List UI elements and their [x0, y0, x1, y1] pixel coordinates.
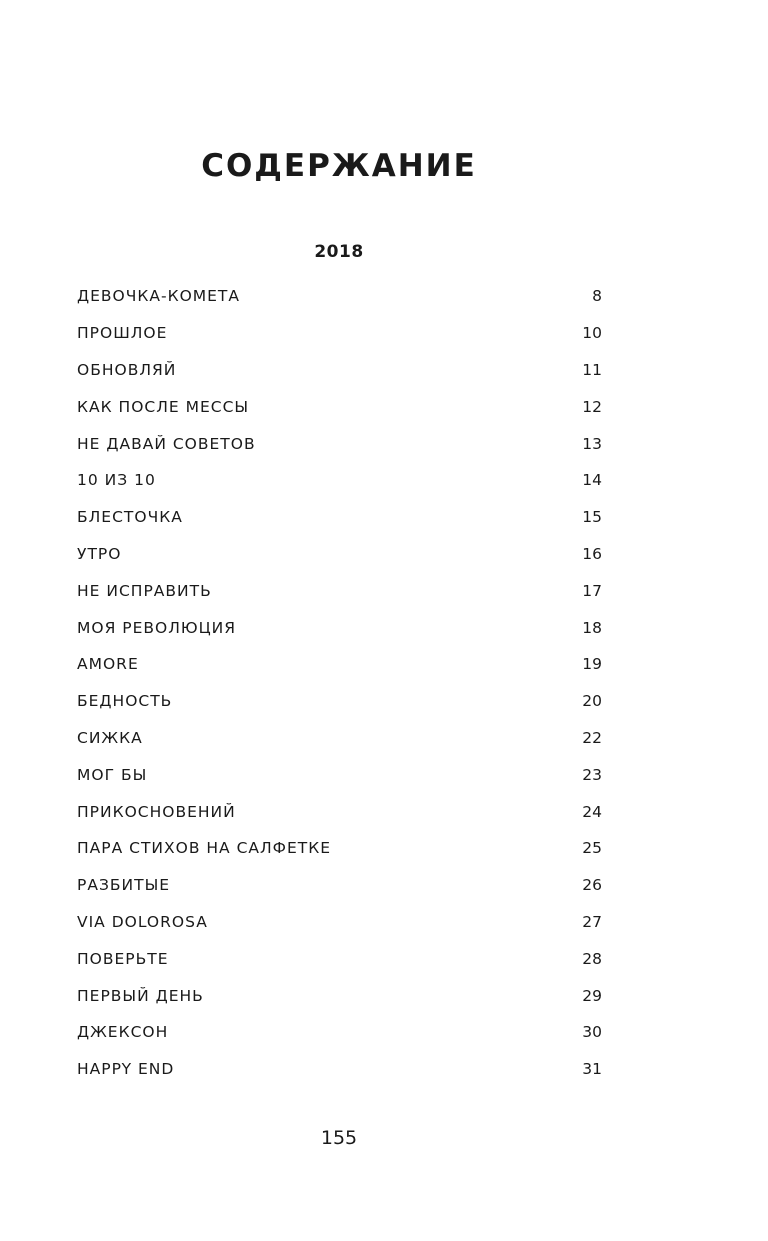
toc-entry[interactable]: [77, 388, 602, 425]
toc-entry[interactable]: [77, 756, 602, 793]
toc-entry-page: 22: [582, 728, 602, 747]
toc-entry-page: 11: [582, 360, 602, 379]
toc-entry-title: НЕ ДАВАЙ СОВЕТОВ: [77, 434, 256, 453]
toc-entry[interactable]: [77, 720, 602, 757]
toc-entry[interactable]: [77, 572, 602, 609]
toc-entry-page: 24: [582, 802, 602, 821]
toc-entry[interactable]: [77, 315, 602, 352]
toc-entry[interactable]: [77, 462, 602, 499]
toc-entry[interactable]: [77, 499, 602, 536]
toc-entry-title: ПАРА СТИХОВ НА САЛФЕТКЕ: [77, 839, 332, 858]
toc-entry[interactable]: [77, 278, 602, 315]
toc-entry-page: 27: [582, 912, 602, 931]
toc-entry-title: AMORE: [77, 655, 139, 674]
toc-entry[interactable]: [77, 904, 602, 941]
toc-entry-title: УТРО: [77, 544, 122, 563]
toc-entry[interactable]: [77, 867, 602, 904]
toc-entry-title: ПРИКОСНОВЕНИЙ: [77, 802, 236, 821]
toc-entry[interactable]: [77, 609, 602, 646]
toc-entry-page: 18: [582, 618, 602, 637]
toc-entry[interactable]: [77, 830, 602, 867]
toc-entry-page: 26: [582, 876, 602, 895]
toc-entry-page: 8: [592, 287, 602, 306]
toc-entry-title: РАЗБИТЫЕ: [77, 876, 171, 895]
table-of-contents: [77, 278, 602, 1088]
page-title: СОДЕРЖАНИЕ: [201, 148, 477, 184]
toc-entry-title: ОБНОВЛЯЙ: [77, 360, 177, 379]
toc-entry-page: 13: [582, 434, 602, 453]
toc-entry-title: КАК ПОСЛЕ МЕССЫ: [77, 397, 250, 416]
toc-entry-page: 20: [582, 692, 602, 711]
toc-entry-title: БЕДНОСТЬ: [77, 692, 173, 711]
toc-entry-page: 23: [582, 765, 602, 784]
section-heading: 2018: [314, 242, 364, 262]
toc-entry-page: 29: [582, 986, 602, 1005]
page-number: 155: [320, 1127, 358, 1149]
toc-entry-page: 31: [582, 1060, 602, 1079]
toc-entry[interactable]: [77, 352, 602, 389]
toc-entry-title: МОГ БЫ: [77, 765, 148, 784]
toc-entry[interactable]: [77, 940, 602, 977]
toc-entry-page: 30: [582, 1023, 602, 1042]
toc-entry-title: ПОВЕРЬТЕ: [77, 949, 169, 968]
toc-entry-title: HAPPY END: [77, 1060, 175, 1079]
toc-entry-title: 10 ИЗ 10: [77, 471, 156, 490]
toc-entry[interactable]: [77, 536, 602, 573]
toc-entry-title: МОЯ РЕВОЛЮЦИЯ: [77, 618, 237, 637]
toc-entry[interactable]: [77, 1051, 602, 1088]
toc-entry-page: 17: [582, 581, 602, 600]
toc-entry-page: 14: [582, 471, 602, 490]
toc-entry[interactable]: [77, 646, 602, 683]
toc-entry-page: 25: [582, 839, 602, 858]
toc-entry-page: 28: [582, 949, 602, 968]
toc-entry-page: 10: [582, 324, 602, 343]
toc-entry[interactable]: [77, 1014, 602, 1051]
toc-entry[interactable]: [77, 683, 602, 720]
toc-entry-title: ДЕВОЧКА-КОМЕТА: [77, 287, 241, 306]
toc-entry[interactable]: [77, 793, 602, 830]
toc-entry-page: 19: [582, 655, 602, 674]
toc-entry[interactable]: [77, 425, 602, 462]
toc-entry-title: СИЖКА: [77, 728, 143, 747]
toc-entry-title: ПРОШЛОЕ: [77, 324, 168, 343]
toc-entry-title: ДЖЕКСОН: [77, 1023, 169, 1042]
toc-entry-title: НЕ ИСПРАВИТЬ: [77, 581, 212, 600]
toc-entry-page: 15: [582, 508, 602, 527]
toc-entry-page: 16: [582, 544, 602, 563]
toc-entry-page: 12: [582, 397, 602, 416]
toc-entry-title: VIA DOLOROSA: [77, 912, 208, 931]
toc-entry[interactable]: [77, 977, 602, 1014]
toc-entry-title: БЛЕСТОЧКА: [77, 508, 183, 527]
toc-entry-title: ПЕРВЫЙ ДЕНЬ: [77, 986, 204, 1005]
